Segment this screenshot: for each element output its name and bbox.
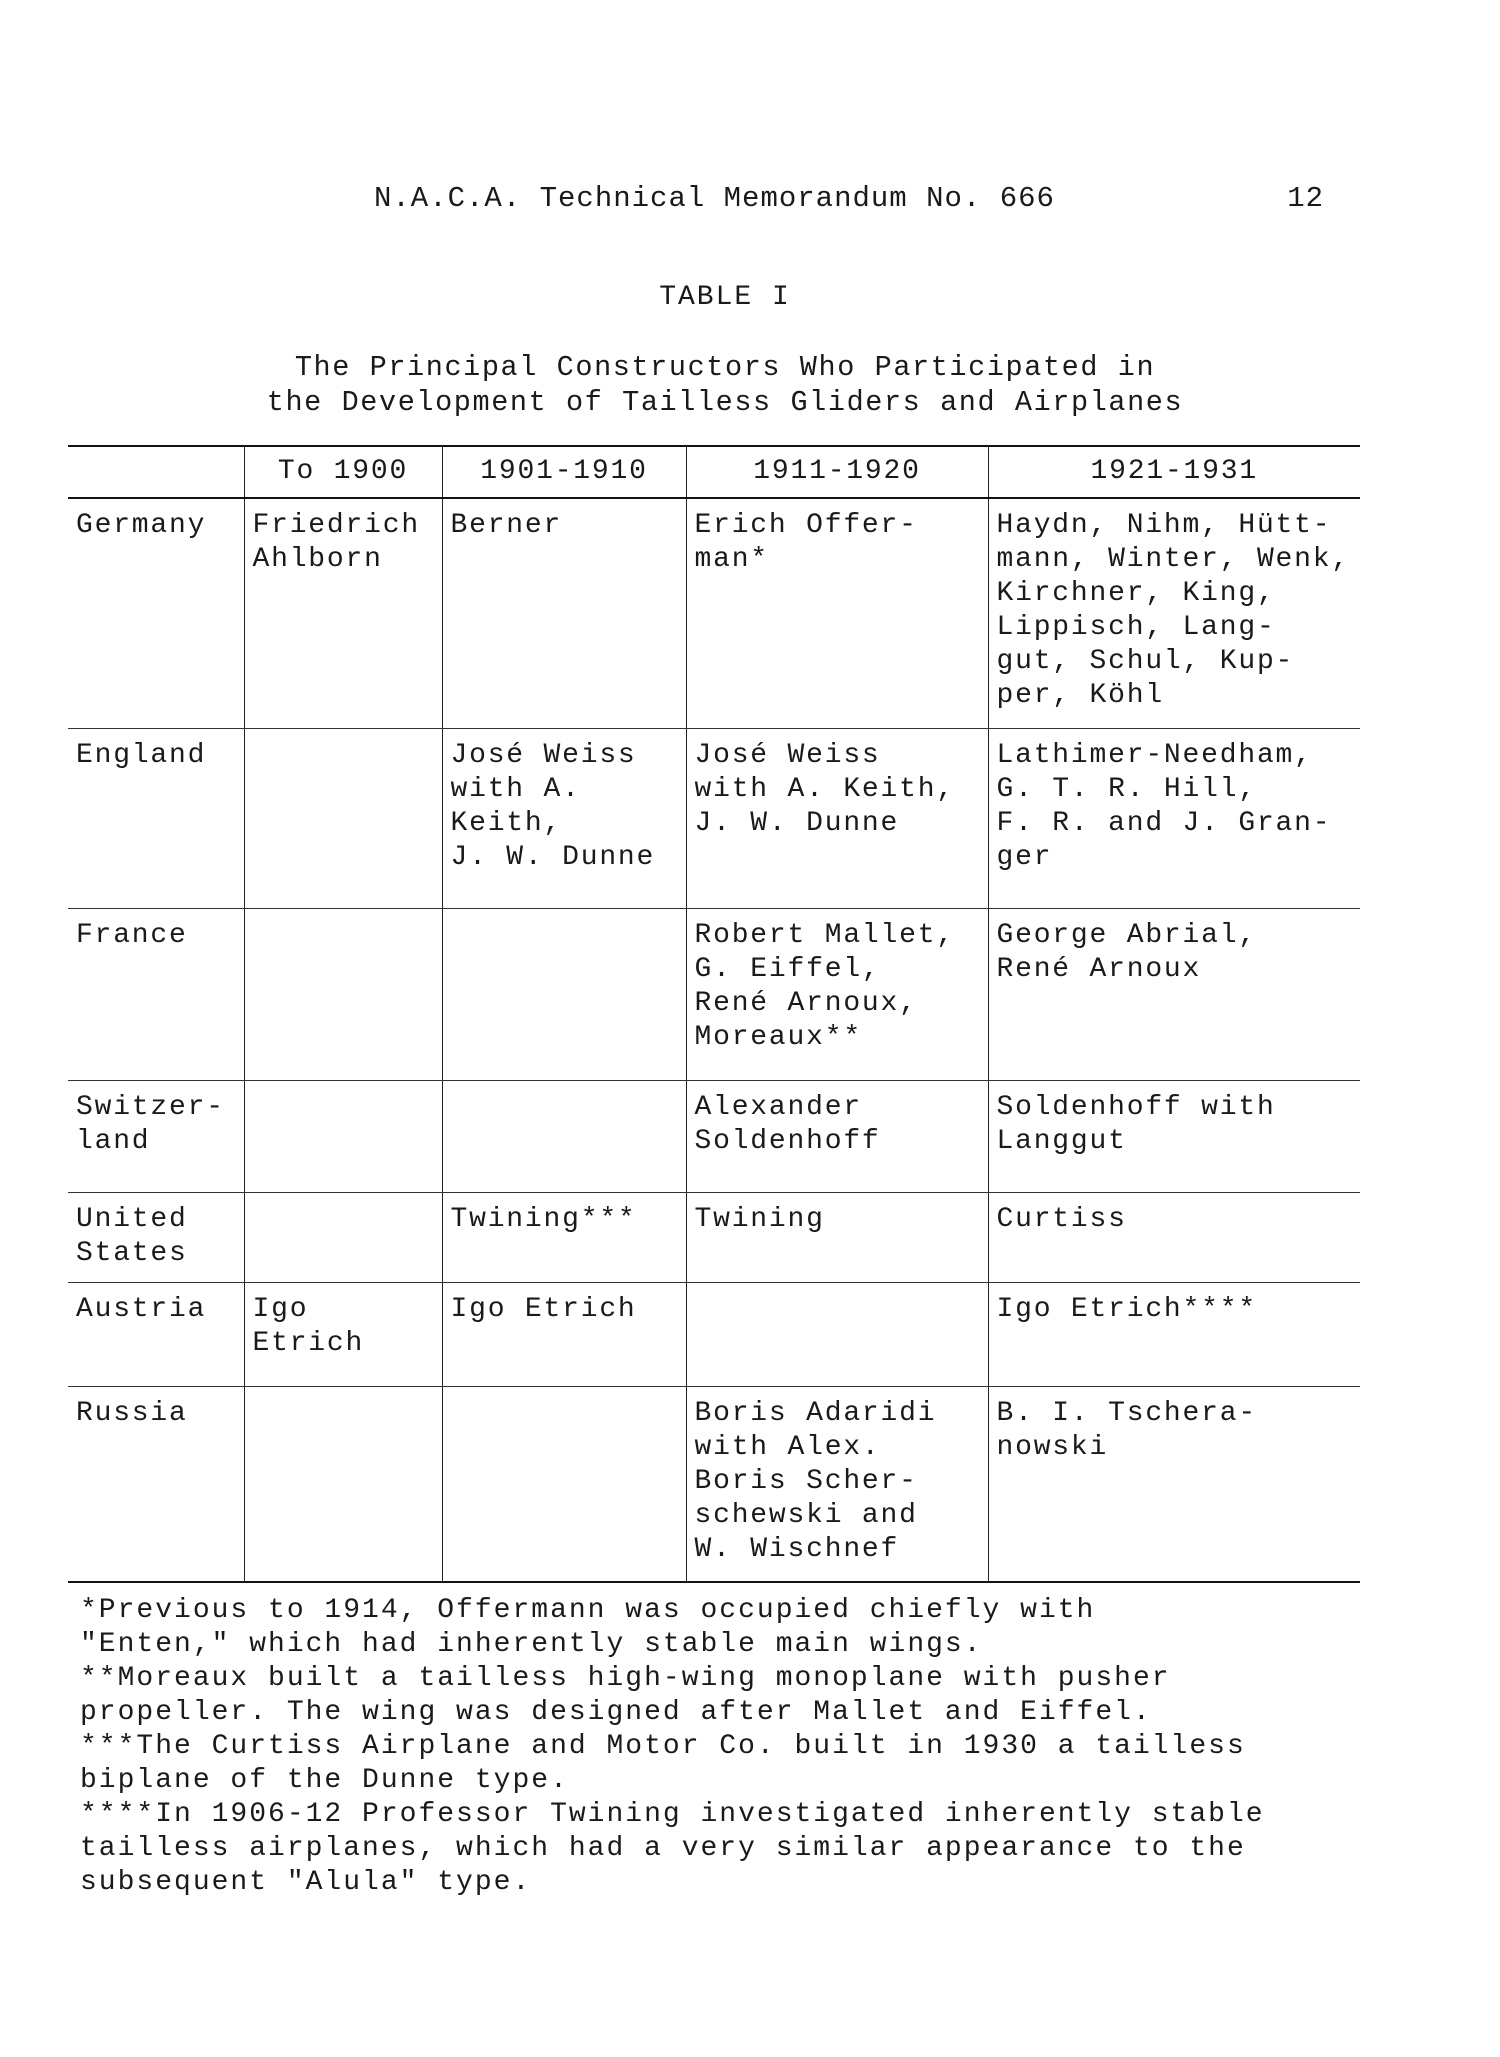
cell-1921-1931: Igo Etrich****	[988, 1282, 1360, 1386]
cell-1911-1920	[686, 1282, 988, 1386]
table-label: TABLE I	[659, 282, 791, 313]
cell-1921-1931: George Abrial, René Arnoux	[988, 908, 1360, 1080]
table-row	[68, 498, 1360, 728]
cell-1921-1931: Lathimer-Needham, G. T. R. Hill, F. R. and J. Gran- ger	[988, 728, 1360, 908]
column-header-country	[68, 446, 244, 498]
cell-1901-1910: José Weiss with A. Keith, J. W. Dunne	[442, 728, 686, 908]
footnote-1: *Previous to 1914, Offermann was occupied chiefly with "Enten," which had inherently stable main wings.	[80, 1595, 1096, 1660]
table-row	[68, 1386, 1360, 1582]
country-cell: England	[68, 728, 244, 908]
cell-1921-1931: Soldenhoff with Langgut	[988, 1080, 1360, 1192]
cell-1911-1920: Alexander Soldenhoff	[686, 1080, 988, 1192]
cell-1911-1920: Boris Adaridi with Alex. Boris Scher- schewski and W. Wischnef	[686, 1386, 988, 1582]
column-header-to-1900: To 1900	[244, 446, 442, 498]
constructors-table	[68, 445, 1360, 1583]
cell-1911-1920: Robert Mallet, G. Eiffel, René Arnoux, Moreaux**	[686, 908, 988, 1080]
cell-to-1900	[244, 728, 442, 908]
country-cell: Germany	[68, 498, 244, 728]
document-title: N.A.C.A. Technical Memorandum No. 666	[374, 182, 1055, 215]
cell-to-1900: Igo Etrich	[244, 1282, 442, 1386]
table-header-row	[68, 446, 1360, 498]
cell-1921-1931: Haydn, Nihm, Hütt- mann, Winter, Wenk, Kirchner, King, Lippisch, Lang- gut, Schul, Kup- per, Köhl	[988, 498, 1360, 728]
cell-to-1900	[244, 1080, 442, 1192]
country-cell: Russia	[68, 1386, 244, 1582]
table-row	[68, 1192, 1360, 1282]
cell-1911-1920: Erich Offer- man*	[686, 498, 988, 728]
table-row	[68, 908, 1360, 1080]
footnote-4: ****In 1906-12 Professor Twining investigated inherently stable tailless airplanes, which had a very similar appearance to the subsequent "Alula" type.	[80, 1799, 1265, 1898]
column-header-1921-1931: 1921-1931	[988, 446, 1360, 498]
cell-to-1900	[244, 908, 442, 1080]
caption-line-1: The Principal Constructors Who Participated in	[294, 351, 1156, 384]
country-cell: United States	[68, 1192, 244, 1282]
footnote-2: **Moreaux built a tailless high-wing monoplane with pusher propeller. The wing was designed after Mallet and Eiffel.	[80, 1663, 1171, 1728]
cell-to-1900: Friedrich Ahlborn	[244, 498, 442, 728]
cell-1901-1910	[442, 1386, 686, 1582]
country-cell: France	[68, 908, 244, 1080]
cell-1901-1910: Igo Etrich	[442, 1282, 686, 1386]
column-header-1911-1920: 1911-1920	[686, 446, 988, 498]
cell-1901-1910	[442, 908, 686, 1080]
table-row	[68, 1282, 1360, 1386]
cell-1911-1920: Twining	[686, 1192, 988, 1282]
cell-1901-1910: Twining***	[442, 1192, 686, 1282]
table-row	[68, 728, 1360, 908]
cell-1911-1920: José Weiss with A. Keith, J. W. Dunne	[686, 728, 988, 908]
cell-1921-1931: Curtiss	[988, 1192, 1360, 1282]
country-cell: Austria	[68, 1282, 244, 1386]
column-header-1901-1910: 1901-1910	[442, 446, 686, 498]
footnote-3: ***The Curtiss Airplane and Motor Co. built in 1930 a tailless biplane of the Dunne type.	[80, 1731, 1246, 1796]
cell-1901-1910	[442, 1080, 686, 1192]
table-row	[68, 1080, 1360, 1192]
cell-to-1900	[244, 1192, 442, 1282]
cell-1921-1931: B. I. Tschera- nowski	[988, 1386, 1360, 1582]
country-cell: Switzer- land	[68, 1080, 244, 1192]
cell-1901-1910: Berner	[442, 498, 686, 728]
table-caption	[200, 350, 1250, 420]
caption-line-2: the Development of Tailless Gliders and Airplanes	[266, 386, 1184, 419]
cell-to-1900	[244, 1386, 442, 1582]
footnotes	[80, 1594, 1370, 1900]
page-number: 12	[1287, 182, 1324, 215]
